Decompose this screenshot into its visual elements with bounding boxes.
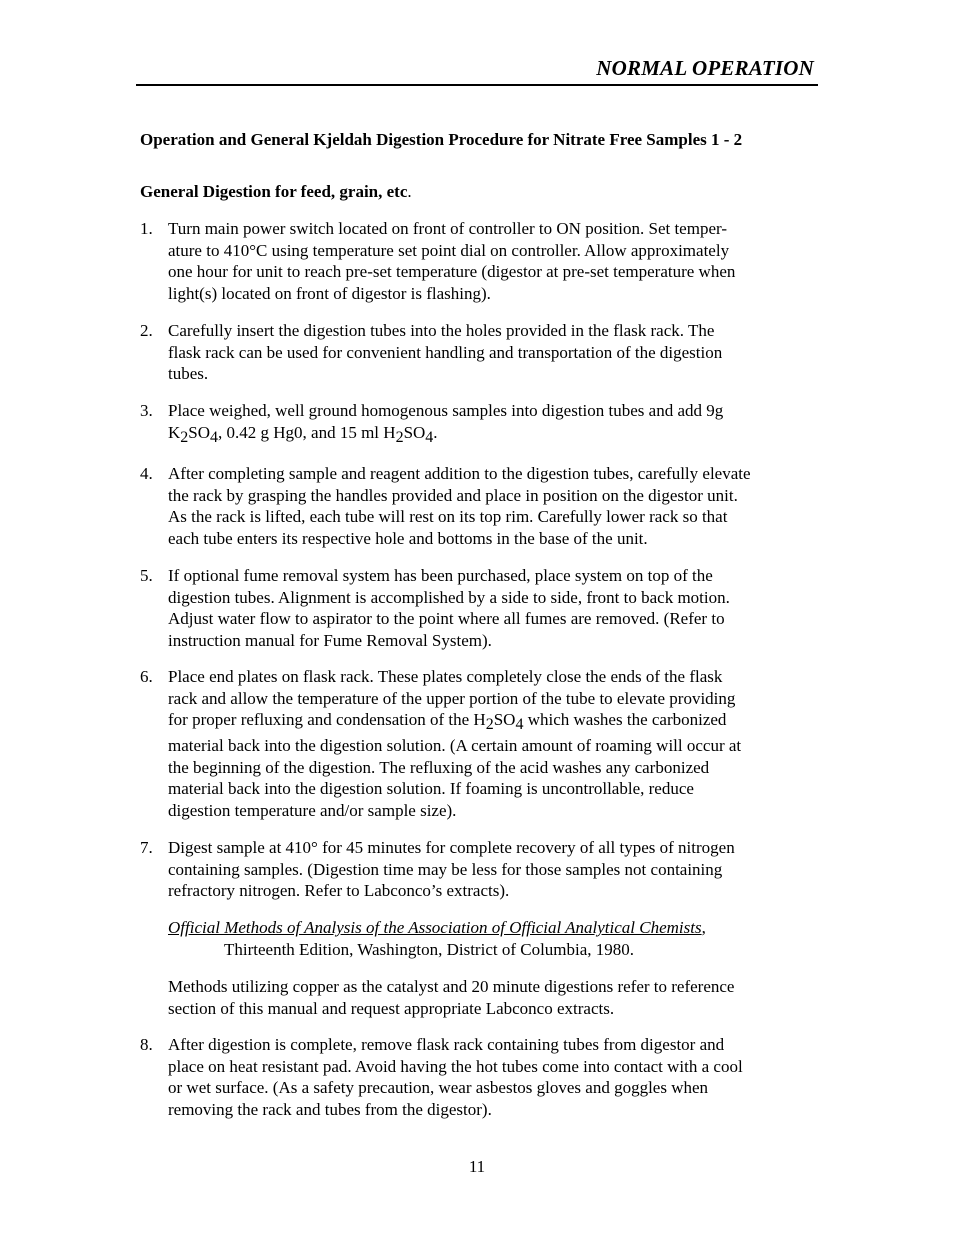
page-header-title: NORMAL OPERATION (596, 56, 814, 80)
methods-note (168, 976, 813, 1019)
text-line: After digestion is complete, remove flask rack containing tubes from digestor and (168, 1035, 725, 1054)
text-line: Place weighed, well ground homogenous samples into digestion tubes and add 9g (168, 401, 724, 420)
formula-part: for proper refluxing and condensation of the H (168, 710, 486, 729)
text-line: Place end plates on flask rack. These plates completely close the ends of the flask (168, 667, 723, 686)
text-line: digestion temperature and/or sample size). (168, 800, 457, 820)
formula-line (168, 422, 813, 444)
text-line: Carefully insert the digestion tubes into the holes provided in the flask rack. The (168, 321, 715, 340)
text-line: rack and allow the temperature of the upper portion of the tube to elevate providing (168, 688, 736, 708)
list-item-text (168, 463, 813, 549)
text-line: Methods utilizing copper as the catalyst and 20 minute digestions refer to reference (168, 977, 735, 996)
text-line: light(s) located on front of digestor is flashing). (168, 283, 491, 303)
list-item-number: 1. (140, 219, 153, 238)
text-line: ature to 410°C using temperature set point dial on controller. Allow approximately (168, 240, 730, 260)
subsection-heading-period: . (407, 182, 412, 201)
list-item-text (168, 1034, 813, 1120)
subscript: 4 (210, 428, 219, 446)
formula-part: which washes the carbonized (523, 710, 727, 729)
text-line: If optional fume removal system has been purchased, place system on top of the (168, 566, 713, 585)
text-line: Digest sample at 410° for 45 minutes for complete recovery of all types of nitrogen (168, 838, 735, 857)
formula-part: SO (403, 422, 426, 442)
text-line: the beginning of the digestion. The refluxing of the acid washes any carbonized (168, 757, 710, 777)
text-line: material back into the digestion solution. (A certain amount of roaming will occur at (168, 736, 742, 755)
formula-part: . (433, 422, 438, 442)
list-item-text (168, 218, 813, 304)
page-number: 11 (468, 1157, 486, 1176)
text-line: the rack by grasping the handles provided and place in position on the digestor unit. (168, 485, 738, 505)
list-item-text (168, 320, 813, 385)
section-heading: Operation and General Kjeldah Digestion Procedure for Nitrate Free Samples 1 - 2 (140, 130, 743, 149)
formula-line (168, 709, 813, 735)
subscript: 2 (395, 428, 404, 446)
text-line: tubes. (168, 364, 209, 383)
list-item-number: 4. (140, 464, 153, 483)
text-line: material back into the digestion solution. If foaming is uncontrollable, reduce (168, 779, 694, 798)
list-item-number: 6. (140, 667, 153, 686)
list-item-number: 7. (140, 838, 153, 857)
reference-comma: , (701, 918, 706, 937)
formula-part: , 0.42 g Hg0, and 15 ml H (218, 422, 396, 442)
text-line: refractory nitrogen. Refer to Labconco’s extracts). (168, 881, 510, 900)
list-item-number: 8. (140, 1035, 153, 1054)
text-line: each tube enters its respective hole and bottoms in the base of the unit. (168, 528, 648, 548)
list-item-number: 3. (140, 401, 153, 420)
list-item-number: 2. (140, 321, 153, 340)
header-rule (136, 84, 818, 86)
text-line: containing samples. (Digestion time may be less for those samples not containing (168, 859, 723, 879)
text-line: digestion tubes. Alignment is accomplished by a side to side, front to back motion. (168, 587, 730, 607)
reference-citation (168, 917, 813, 960)
list-item-text (168, 565, 813, 651)
formula-part: SO (188, 422, 211, 442)
text-line: After completing sample and reagent addition to the digestion tubes, carefully elevate (168, 464, 751, 483)
text-line: As the rack is lifted, each tube will rest on its top rim. Carefully lower rack so that (168, 507, 728, 526)
list-item-text (168, 837, 813, 902)
text-line: flask rack can be used for convenient handling and transportation of the digestion (168, 342, 723, 362)
subsection-heading-text: General Digestion for feed, grain, etc (140, 182, 408, 201)
list-item-text (168, 666, 813, 821)
subsection-heading (140, 181, 412, 203)
text-line: section of this manual and request appropriate Labconco extracts. (168, 998, 615, 1018)
text-line: instruction manual for Fume Removal System). (168, 630, 492, 650)
subscript: 2 (180, 428, 189, 446)
list-item-number: 5. (140, 566, 153, 585)
text-line: place on heat resistant pad. Avoid having the hot tubes come into contact with a cool (168, 1056, 743, 1076)
reference-title: Official Methods of Analysis of the Association of Official Analytical Chemists (168, 918, 702, 937)
list-item-text (168, 400, 813, 446)
subscript: 4 (425, 428, 434, 446)
formula-part: SO (493, 710, 516, 729)
subscript: 4 (515, 716, 524, 733)
formula-part: K (168, 422, 181, 442)
text-line: removing the rack and tubes from the digestor). (168, 1099, 492, 1119)
text-line: Turn main power switch located on front of controller to ON position. Set temper- (168, 219, 727, 238)
subscript: 2 (485, 716, 494, 733)
text-line: one hour for unit to reach pre-set temperature (digestor at pre-set temperature when (168, 262, 736, 281)
text-line: Adjust water flow to aspirator to the point where all fumes are removed. (Refer to (168, 609, 725, 628)
reference-line-1 (168, 917, 813, 939)
reference-line-2: Thirteenth Edition, Washington, District of Columbia, 1980. (224, 939, 635, 959)
text-line: or wet surface. (As a safety precaution, wear asbestos gloves and goggles when (168, 1078, 709, 1097)
